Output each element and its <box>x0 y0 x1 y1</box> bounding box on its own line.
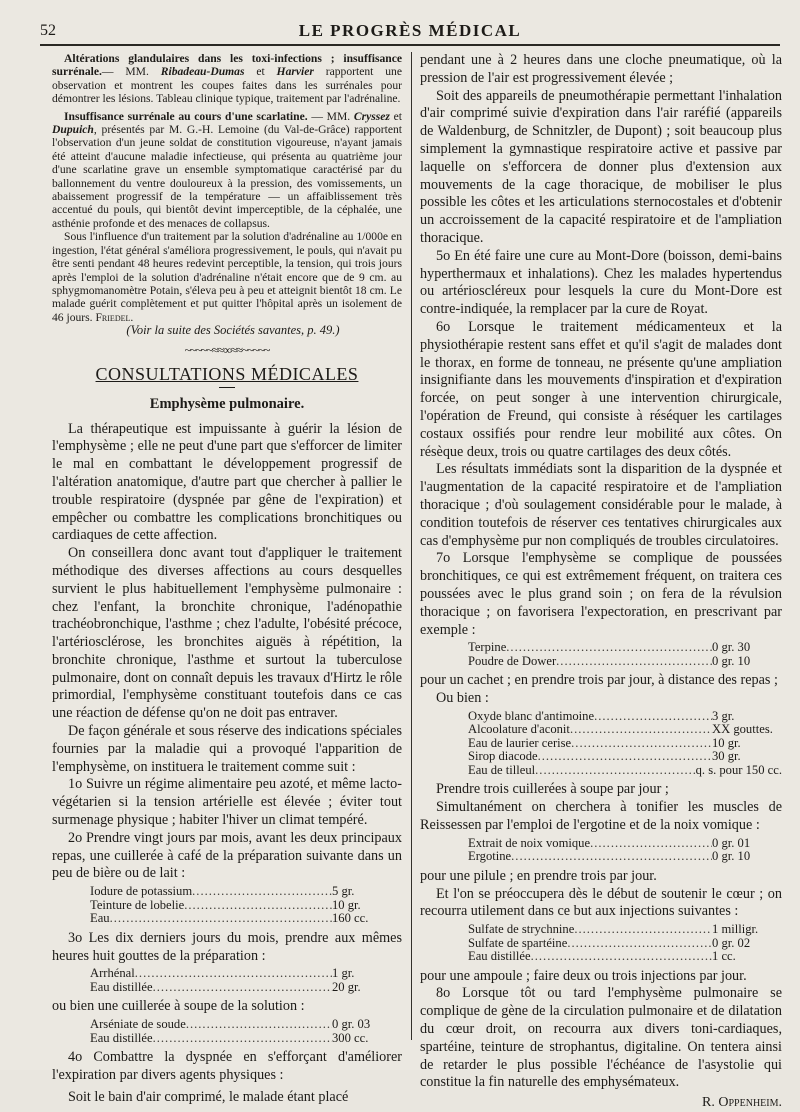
page-number: 52 <box>40 22 56 39</box>
ingredient-dose: 20 gr. <box>332 979 361 994</box>
article-body-right <box>420 52 782 1112</box>
prescription-arrhenal <box>90 967 402 994</box>
paragraph: Soit le bain d'air comprimé, le malade étant placé <box>68 1088 349 1105</box>
section-heading: CONSULTATIONS MÉDICALES <box>95 363 359 384</box>
leader-dots <box>110 912 332 926</box>
paragraph: Prendre trois cuillerées à soupe par jour ; <box>436 781 669 798</box>
ingredient-dose: 0 gr. 02 <box>712 935 751 950</box>
prescription-line <box>90 981 402 995</box>
prescription-line <box>468 937 782 951</box>
prescription-line <box>90 885 402 899</box>
paragraph: Ou bien : <box>436 690 489 707</box>
leader-dots <box>556 655 712 669</box>
prescription-line <box>90 1032 402 1046</box>
prescription-line <box>468 950 782 964</box>
ingredient-dose: 0 gr. 10 <box>712 849 751 864</box>
ingredient-dose: XX gouttes. <box>712 722 773 737</box>
ingredient-dose: 10 gr. <box>712 735 741 750</box>
ingredient-name: Eau distillée <box>468 949 531 964</box>
prescription-arseniate <box>90 1018 402 1045</box>
paragraph: pour une ampoule ; faire deux ou trois injections par jour. <box>420 967 747 984</box>
ingredient-name: Terpine <box>468 640 507 655</box>
leader-dots <box>571 737 712 751</box>
ingredient-dose: 1 cc. <box>712 949 736 964</box>
prescription-line <box>90 1018 402 1032</box>
prescription-terpine <box>468 641 782 668</box>
leader-dots <box>186 1018 332 1032</box>
continuation-note: (Voir la suite des Sociétés savantes, p. 49.) <box>126 323 340 338</box>
prescription-line <box>468 750 782 764</box>
right-column <box>420 52 782 1111</box>
prescription-iodide <box>90 885 402 926</box>
paragraph: 5o En été faire une cure au Mont-Dore (boisson, demi-bains hyperthermaux et inhalations). Chez les malades hypertendus ou artérioscléreux pour lesquels la cure du Mont-Dore est contre-indiquée, la remplacer par la cure de Royat. <box>420 247 782 318</box>
ingredient-dose: 160 cc. <box>332 911 369 926</box>
paragraph: La thérapeutique est impuissante à guérir la lésion de l'emphysème ; elle ne peut d'une part que s'efforcer de limiter le mal en combattant le développement progressif de l'altération anatomique, d'autre part que chercher à pallier le trouble respiratoire (dyspnée par gêne de l'expiration) et empêcher ou combattre les complications bronchitiques ou cardiaques de cette affection. <box>52 420 402 544</box>
ornament-divider: ~~~~~≈≈∞≈≈~~~~~ <box>184 342 270 357</box>
ingredient-name: Eau de tilleul <box>468 762 536 777</box>
ingredient-name: Poudre de Dower <box>468 653 557 668</box>
paragraph: 7o Lorsque l'emphysème se complique de poussées bronchitiques, ce qui est extrêmement fréquent, on traitera ces poussées avec le plus grand soin ; on fera de la révulsion thoracique ; on favorisera l'expectoration, en prescrivant par exemple : <box>420 550 782 638</box>
leader-dots <box>153 981 332 995</box>
ingredient-name: Eau distillée <box>90 1030 153 1045</box>
prescription-line <box>468 655 782 669</box>
paragraph: 3o Les dix derniers jours du mois, prendre aux mêmes heures huit gouttes de la préparation : <box>52 929 402 964</box>
prescription-line <box>468 850 782 864</box>
ingredient-name: Eau distillée <box>90 979 153 994</box>
left-column <box>52 52 403 1105</box>
prescription-strychnine <box>468 923 782 964</box>
ingredient-dose: 30 gr. <box>712 749 741 764</box>
prescription-line <box>90 899 402 913</box>
paragraph: 6o Lorsque le traitement médicamenteux et la physiothérapie restent sans effet et qu'il s'agit de malades dont le thorax, en forme de tonneau, ne présente qu'une ampliation insignifiante dans les mouvements d'inspiration et d'expiration forcée, on peut songer à une intervention chirurgicale, l'opération de Freund, qui consiste à réséquer les cartilages costaux ossifiés pour rendre leur mobilité aux côtes. On résèque deux, trois ou quatre cartilages des deux côtés. <box>420 318 782 460</box>
leader-dots <box>153 1032 332 1046</box>
paragraph: pendant une à 2 heures dans une cloche pneumatique, où la pression de l'air est progressivement élevée ; <box>420 52 782 86</box>
leader-dots <box>184 899 332 913</box>
prescription-line <box>468 723 782 737</box>
leader-dots <box>567 937 712 951</box>
article-title: Emphysème pulmonaire. <box>149 395 305 412</box>
paragraph: De façon générale et sous réserve des indications spéciales fournies par la maladie qui a provoqué l'apparition de l'emphysème, on instituera le traitement comme suit : <box>52 723 402 775</box>
ingredient-name: Sulfate de strychnine <box>468 922 575 937</box>
ingredient-name: Eau <box>90 911 110 926</box>
page-header <box>40 18 780 46</box>
ingredient-dose: 0 gr. 03 <box>332 1017 371 1032</box>
ingredient-name: Arrhénal <box>90 966 135 981</box>
ingredient-dose: 5 gr. <box>332 884 355 899</box>
ingredient-name: Iodure de potassium <box>90 884 193 899</box>
society-reports <box>52 52 402 338</box>
paragraph: 2o Prendre vingt jours par mois, avant les deux principaux repas, une cuillerée à café de la préparation suivante dans un peu de bière ou de lait : <box>52 829 402 882</box>
leader-dots <box>535 764 695 778</box>
ingredient-name: Eau de laurier cerise <box>468 735 572 750</box>
ingredient-dose: 0 gr. 30 <box>712 640 751 655</box>
heading-rule <box>219 387 235 388</box>
ingredient-dose: 0 gr. 10 <box>712 653 751 668</box>
paragraph: Soit des appareils de pneumothérapie permettant l'inhalation d'air comprimé suivie d'expiration dans l'air raréfié (appareils de Waldenburg, de Schnitzler, de Dupont) ; soit beaucoup plus simplement la gymnastique respiratoire active et passive par laquelle on s'efforcera de donner plus d'extension aux mouvements de la cage thoracique, de mobiliser le plus possible les côtes et les articulations sternocostales et d'obtenir un accroissement de la capacité respiratoire et de l'ampliation thoracique. <box>420 87 782 246</box>
ingredient-dose: 3 gr. <box>712 708 735 723</box>
prescription-line <box>468 641 782 655</box>
paragraph: 1o Suivre un régime alimentaire peu azoté, et même lacto-végétarien si la tension artérielle est élevée ; éviter tout surmenage physique ; habiter l'hiver un climat tempéré. <box>52 776 402 829</box>
ingredient-name: Arséniate de soude <box>90 1017 186 1032</box>
prescription-line <box>468 737 782 751</box>
leader-dots <box>538 750 712 764</box>
report-adrenal-alterations: Altérations glandulaires dans les toxi-infections ; insuffisance surrénale.— MM. Ribadeau-Dumas et Harvier rapportent une observation et montrent les coupes faites dans les surrénales pour démontrer les lésions. Tableau clinique typique, traitement par l'adrénaline. <box>52 52 402 106</box>
leader-dots <box>574 923 712 937</box>
ingredient-dose: 0 gr. 01 <box>712 835 751 850</box>
leader-dots <box>135 967 332 981</box>
ingredient-dose: q. s. pour 150 cc. <box>695 762 782 777</box>
prescription-line <box>468 764 782 778</box>
ingredient-name: Alcoolature d'aconit <box>468 722 570 737</box>
leader-dots <box>594 710 712 724</box>
paragraph: ou bien une cuillerée à soupe de la solution : <box>52 998 305 1015</box>
ingredient-name: Oxyde blanc d'antimoine <box>468 708 595 723</box>
paragraph: pour un cachet ; en prendre trois par jour, à distance des repas ; <box>420 672 778 689</box>
report-treatment: Sous l'influence d'un traitement par la solution d'adrénaline au 1/000e en ingestion, l'état général s'améliora progressivement, le pouls, qui n'avait pu être senti pendant 48 heures redevint perceptible, la tension, qui trois jours après l'emploi de la solution d'adrénaline n'était encore que de 9 cm. au sphygmomanomètre Potain, s'éleva peu à peu et atteignit bientôt 18 cm. Le malade guérit complètement et put quitter l'hôpital après un isolement de 46 jours. Friedel. <box>52 230 402 324</box>
author-signature: R. Oppenheim. <box>702 1095 782 1111</box>
ingredient-dose: 10 gr. <box>332 897 361 912</box>
paragraph: Et l'on se préoccupera dès le début de soutenir le cœur ; on recourra utilement dans ce but aux injections suivantes : <box>420 885 782 920</box>
ingredient-name: Extrait de noix vomique <box>468 835 591 850</box>
ingredient-dose: 1 gr. <box>332 966 355 981</box>
paragraph: 4o Combattre la dyspnée en s'efforçant d'améliorer l'expiration par divers agents physiques : <box>52 1049 402 1083</box>
ingredient-name: Sirop diacode <box>468 749 538 764</box>
leader-dots <box>531 950 712 964</box>
ingredient-dose: 300 cc. <box>332 1030 369 1045</box>
ingredient-name: Ergotine <box>468 849 512 864</box>
leader-dots <box>570 723 712 737</box>
article-body-left <box>52 421 402 1107</box>
prescription-line <box>90 967 402 981</box>
prescription-line <box>468 923 782 937</box>
prescription-line <box>90 912 402 926</box>
paragraph: Simultanément on cherchera à tonifier les muscles de Reissessen par l'emploi de l'ergotine et de la noix vomique : <box>420 799 782 833</box>
ingredient-dose: 1 milligr. <box>712 922 759 937</box>
prescription-line <box>468 710 782 724</box>
report-signature: Friedel. <box>95 310 134 324</box>
ingredient-name: Teinture de lobelie <box>90 897 185 912</box>
ingredient-name: Sulfate de spartéine <box>468 935 568 950</box>
prescription-nux-vomica <box>468 837 782 864</box>
leader-dots <box>511 850 712 864</box>
column-divider <box>411 52 412 1040</box>
report-scarlatina: Insuffisance surrénale au cours d'une scarlatine. — MM. Cryssez et Dupuich, présentés par M. G.-H. Lemoine (du Val-de-Grâce) rapportent l'observation d'un jeune soldat de constitution vigoureuse, n'ayant jamais été atteint d'aucune maladie infectieuse, qui présenta au quatrième jour d'une scarlatine grave un ensemble symptomatique caractérisé par du ballonnement du ventre douloureux à la pression, des vomissements, un abaissement progressif de la température — un affaiblissement très accentué du pouls, qui bientôt devint imperceptible, de la céphalée, une asthénie profonde et des menaces de collapsus. <box>52 109 403 230</box>
paragraph: Les résultats immédiats sont la disparition de la dyspnée et l'augmentation de la capacité respiratoire et de l'ampliation thoracique ; d'où soulagement considérable pour le malade, à condition toutefois de réserver ces tentatives chirurgicales aux cas d'emphysème pur non compliqués de troubles circulatoires. <box>420 461 782 549</box>
prescription-antimony <box>468 710 782 778</box>
paragraph: On conseillera donc avant tout d'appliquer le traitement méthodique des diverses affections au cours desquelles survient le plus habituellement l'emphysème pulmonaire : chez l'enfant, la bronchite chronique, l'adénopathie trachéobronchique, l'asthme ; chez l'adulte, l'obésité précoce, l'artériosclérose, les bronchites aiguës à répétition, la bronchite chronique, l'asthme et surtout la tuberculose pulmonaire, dont on connaît depuis les travaux d'Hirtz le rôle primordial, l'emphysème constituant toutefois dans ce cas une réaction de défense qu'on ne doit pas entraver. <box>52 545 402 722</box>
leader-dots <box>506 641 712 655</box>
paragraph: 8o Lorsque tôt ou tard l'emphysème pulmonaire se complique de gène de la circulation pulmonaire et de dilatation du cœur droit, on recourra aux divers toni-cardiaques, spartéine, teinture de strophantus, digitaline. On tentera ainsi de retarder le plus possible l'échéance de l'asystolie qui constitue la fin naturelle des emphysémateux. <box>420 985 782 1091</box>
leader-dots <box>192 885 332 899</box>
leader-dots <box>590 837 712 851</box>
prescription-line <box>468 837 782 851</box>
running-title: LE PROGRÈS MÉDICAL <box>298 21 522 40</box>
paragraph: pour une pilule ; en prendre trois par jour. <box>420 867 657 884</box>
